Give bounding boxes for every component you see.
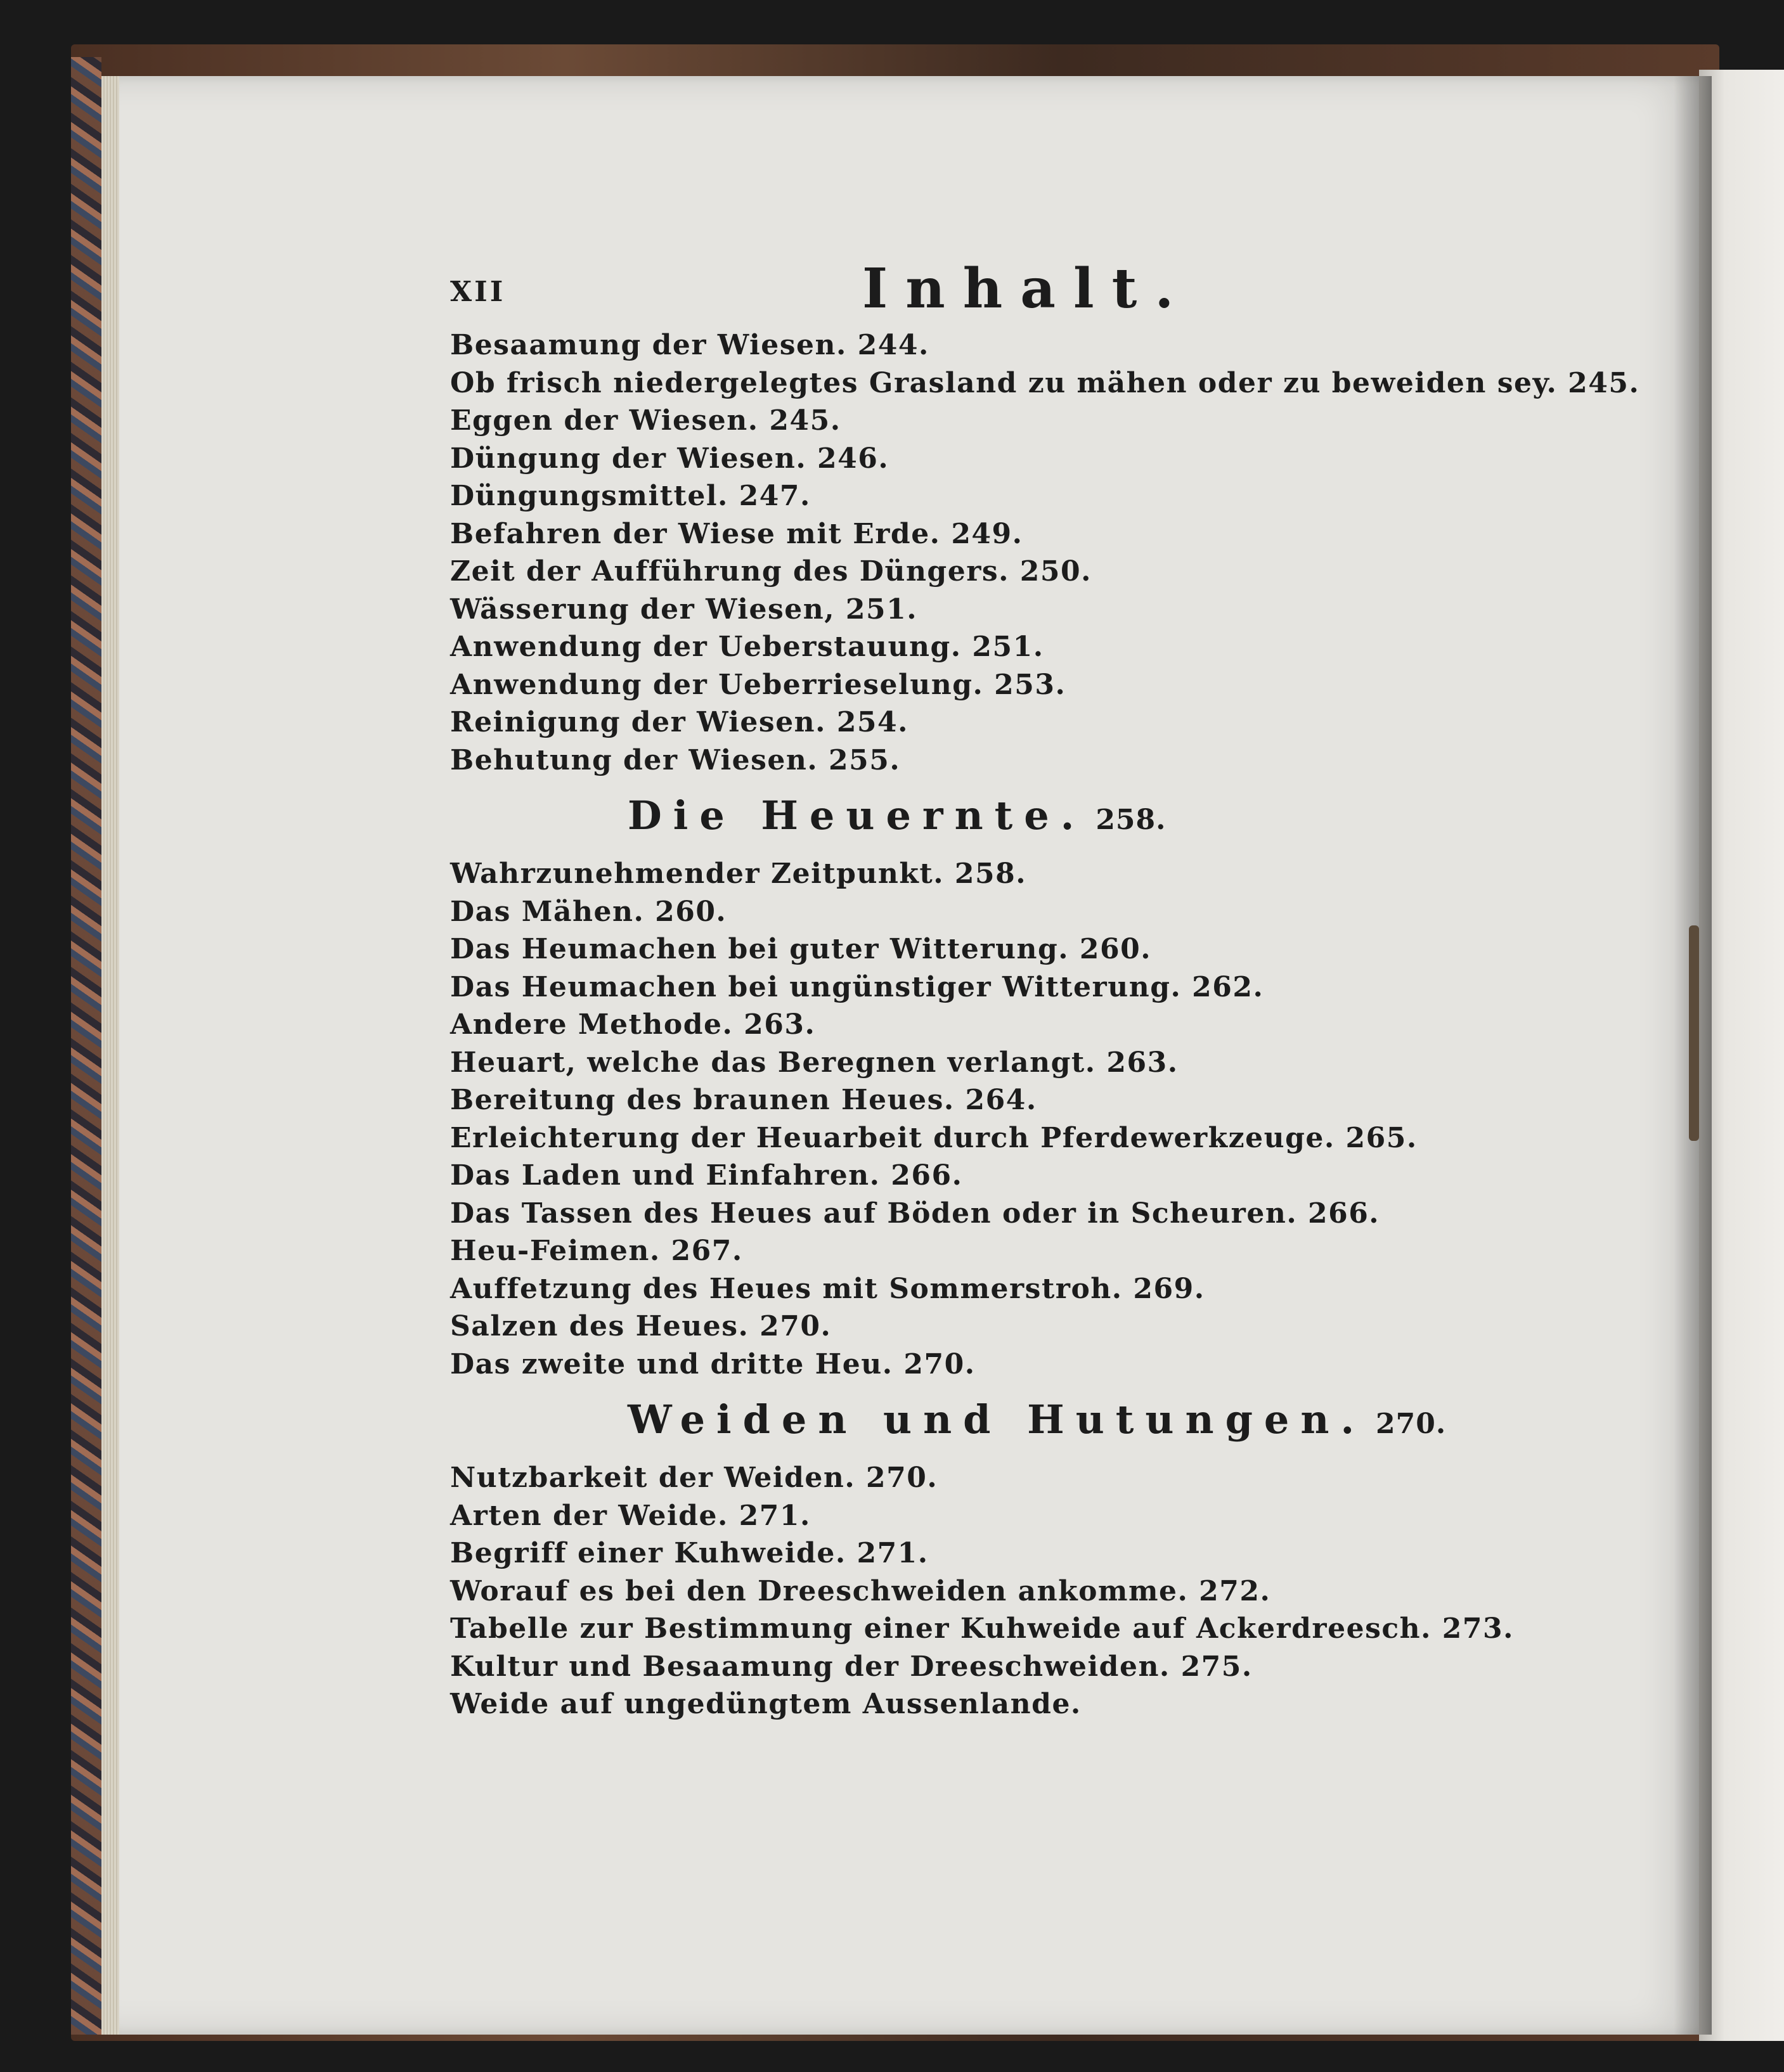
toc-entry: Behutung der Wiesen. 255. bbox=[450, 743, 901, 776]
section-heading-heuernte bbox=[450, 779, 1591, 855]
section-page: 270. bbox=[1376, 1408, 1447, 1440]
toc-entry: Anwendung der Ueberrieselung. 253. bbox=[450, 668, 1066, 701]
section-title: Die Heuernte. bbox=[628, 792, 1086, 839]
page-edges bbox=[101, 76, 119, 2035]
toc-entry: Besaamung der Wiesen. 244. bbox=[450, 329, 929, 361]
entries-heuernte bbox=[450, 855, 1591, 1383]
toc-entry: Das Laden und Einfahren. 266. bbox=[450, 1159, 963, 1192]
table-of-contents bbox=[450, 257, 1640, 1723]
toc-entry: Reinigung der Wiesen. 254. bbox=[450, 706, 908, 738]
toc-entry: Zeit der Aufführung des Düngers. 250. bbox=[450, 555, 1092, 588]
toc-entry: Arten der Weide. 271. bbox=[450, 1499, 811, 1532]
section-page: 258. bbox=[1096, 804, 1167, 836]
toc-entry: Salzen des Heues. 270. bbox=[450, 1310, 832, 1342]
toc-entry: Das Tassen des Heues auf Böden oder in Scheuren. 266. bbox=[450, 1197, 1380, 1230]
toc-entry: Wahrzunehmender Zeitpunkt. 258. bbox=[450, 858, 1027, 890]
toc-entry: Heu-Feimen. 267. bbox=[450, 1235, 743, 1267]
toc-entry: Düngungsmittel. 247. bbox=[450, 480, 811, 512]
toc-entry: Kultur und Besaamung der Dreeschweiden. 275. bbox=[450, 1650, 1253, 1683]
toc-entry: Das Heumachen bei ungünstiger Witterung. 262. bbox=[450, 970, 1264, 1003]
toc-entry: Worauf es bei den Dreeschweiden ankomme. 272. bbox=[450, 1574, 1271, 1607]
toc-entry: Bereitung des braunen Heues. 264. bbox=[450, 1084, 1037, 1116]
page-header bbox=[450, 257, 1591, 326]
toc-entry: Weide auf ungedüngtem Aussenlande. bbox=[450, 1688, 1082, 1720]
toc-entry: Befahren der Wiese mit Erde. 249. bbox=[450, 517, 1023, 550]
toc-entry: Düngung der Wiesen. 246. bbox=[450, 442, 889, 475]
facing-page bbox=[1699, 70, 1784, 2041]
toc-entry: Auffetzung des Heues mit Sommerstroh. 269. bbox=[450, 1272, 1205, 1305]
toc-entry: Anwendung der Ueberstauung. 251. bbox=[450, 631, 1044, 663]
marbled-cover-edge bbox=[71, 57, 101, 2035]
toc-entry: Heuart, welche das Beregnen verlangt. 263. bbox=[450, 1046, 1179, 1079]
page-number: XII bbox=[450, 276, 506, 308]
section-title: Weiden und Hutungen. bbox=[628, 1396, 1366, 1443]
toc-entry: Nutzbarkeit der Weiden. 270. bbox=[450, 1462, 938, 1494]
toc-entry: Andere Methode. 263. bbox=[450, 1008, 816, 1041]
toc-entry: Tabelle zur Bestimmung einer Kuhweide auf Ackerdreesch. 273. bbox=[450, 1612, 1514, 1645]
toc-entry: Wässerung der Wiesen, 251. bbox=[450, 593, 918, 626]
toc-entry: Das Mähen. 260. bbox=[450, 895, 727, 928]
page-title: Inhalt. bbox=[862, 257, 1192, 321]
toc-entry: Das zweite und dritte Heu. 270. bbox=[450, 1348, 976, 1380]
entries-weiden bbox=[450, 1459, 1591, 1723]
section-heading-weiden bbox=[450, 1383, 1591, 1459]
section-heading-line bbox=[628, 785, 1591, 851]
toc-entry: Erleichterung der Heuarbeit durch Pferdewerkzeuge. 265. bbox=[450, 1121, 1418, 1154]
toc-entry: Das Heumachen bei guter Witterung. 260. bbox=[450, 933, 1152, 965]
bookmark-ribbon bbox=[1689, 925, 1699, 1141]
toc-entry: Begriff einer Kuhweide. 271. bbox=[450, 1537, 929, 1569]
section-heading-line bbox=[628, 1389, 1591, 1455]
toc-entry: Ob frisch niedergelegtes Grasland zu mähen oder zu beweiden sey. 245. bbox=[450, 366, 1640, 399]
entries-top bbox=[450, 326, 1640, 779]
toc-entry: Eggen der Wiesen. 245. bbox=[450, 404, 841, 437]
